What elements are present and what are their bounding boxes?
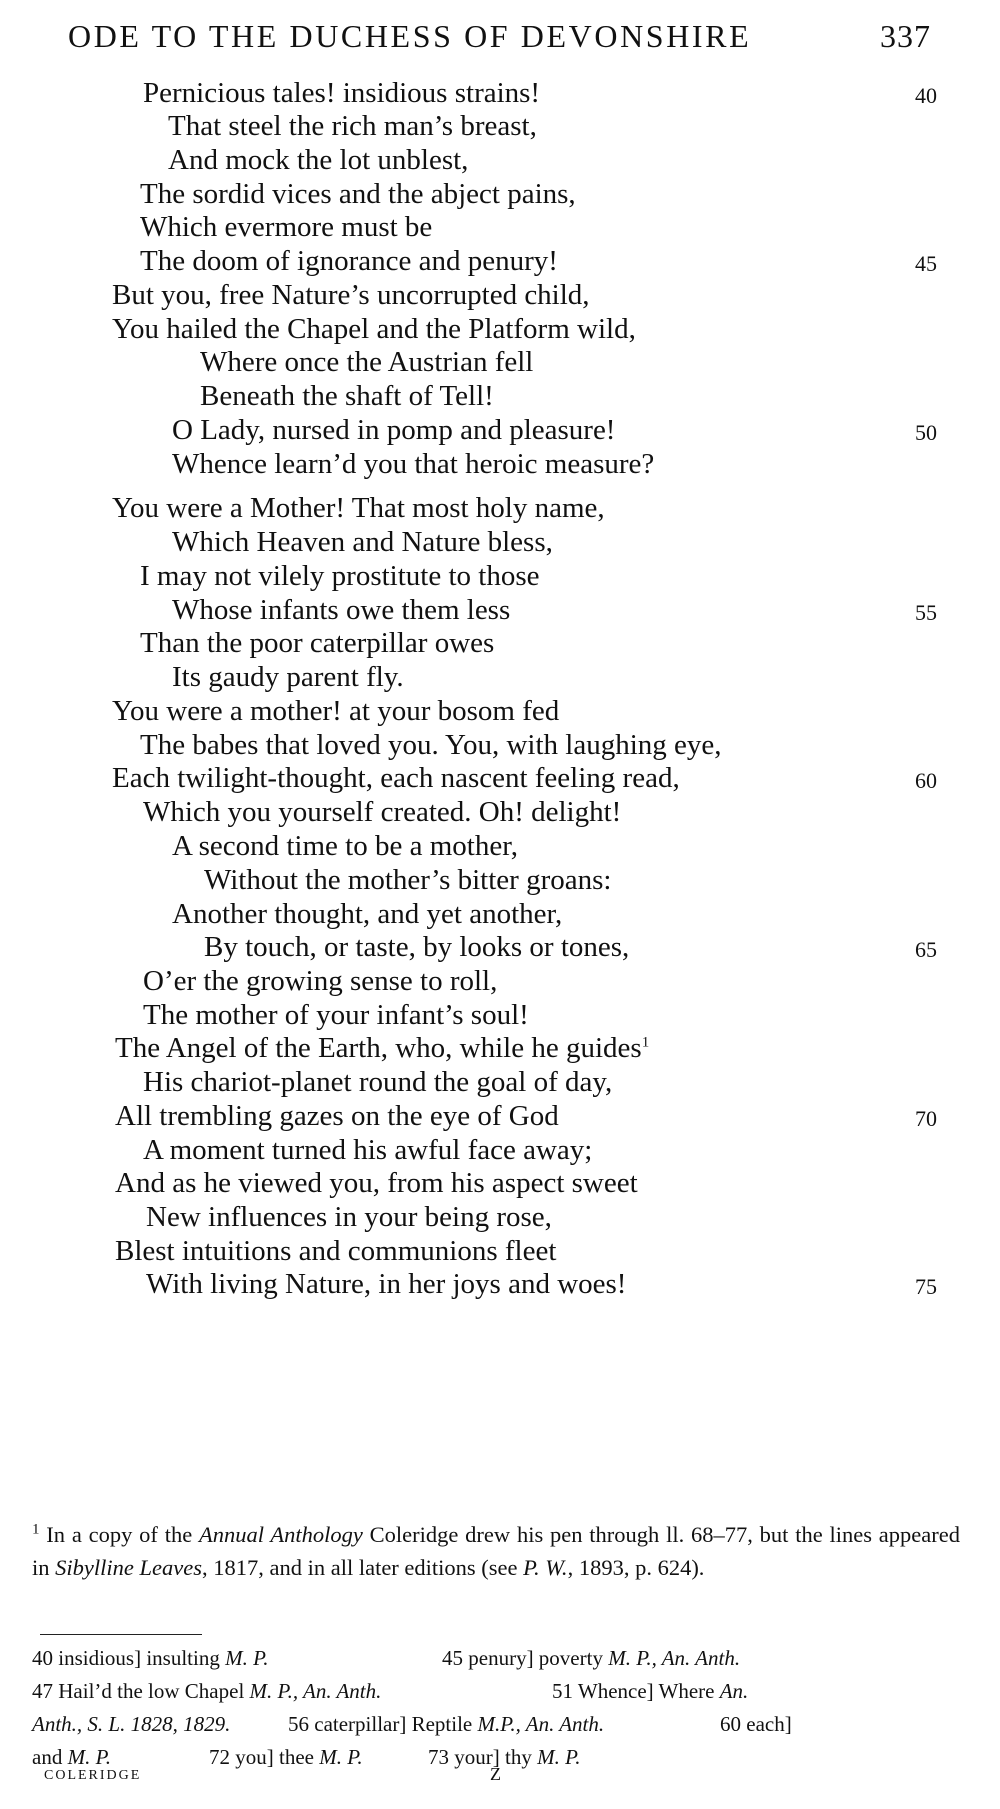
poem-line-text: By touch, or taste, by looks or tones, [204,931,630,963]
poem-line [112,694,559,728]
poem-line-text: Whose infants owe them less [172,594,511,626]
poem-line-text: Beneath the shaft of Tell! [200,380,494,412]
variant-text: 45 penury] poverty [442,1646,609,1670]
poem-line [115,1031,649,1065]
poem-line-text: Where once the Austrian fell [200,346,534,378]
poem-line [112,278,590,312]
poem-line-text: The sordid vices and the abject pains, [140,178,576,210]
footnote-title: Annual Anthology [198,1522,363,1547]
footnote-text: , 1893, p. 624). [567,1555,705,1580]
footnote-text: , 1817, and in all later editions (see [201,1555,524,1580]
page-number: 337 [880,18,931,54]
variant-source: M. P., An. Anth. [608,1646,741,1670]
poem-line [143,795,621,829]
poem-line [172,829,518,863]
poem-line [140,626,494,660]
signature-letter: Z [490,1764,501,1784]
poem-line [140,244,558,278]
poem-line-text: The mother of your infant’s soul! [143,999,529,1031]
footnote-title: Sibylline Leaves [55,1555,202,1580]
line-number: 70 [915,1106,937,1131]
variant-source: Anth., S. L. 1828, 1829. [32,1712,231,1736]
poem-line-text: Pernicious tales! insidious strains! [143,77,541,109]
poem-line [204,863,611,897]
variant-row [32,1675,967,1708]
poem-line-text: That steel the rich man’s breast, [168,110,537,142]
variant-text: 47 Hail’d the low Chapel [32,1679,250,1703]
poem-line-text: His chariot-planet round the goal of day, [143,1066,613,1098]
poem-line [168,109,537,143]
poem-line-text: The Angel of the Earth, who, while he guides [115,1032,642,1064]
line-number: 65 [915,937,937,962]
variant-text: 72 you] thee [209,1745,320,1769]
poem-line-text: O Lady, nursed in pomp and pleasure! [172,414,616,446]
footnote-text: In a copy of the [46,1522,199,1547]
poem-line-text: The babes that loved you. You, with laughing eye, [140,729,722,761]
variant-reading [32,1675,381,1708]
line-number: 50 [915,420,937,445]
poem-line-text: I may not vilely prostitute to those [140,560,540,592]
footnote-text: Coleridge drew his pen through ll. 68–77, but the lines appeared in [32,1522,960,1580]
poem-line [172,525,553,559]
poem-line [143,76,540,110]
poem-line [143,998,529,1032]
poem-line [172,593,510,627]
variant-reading [442,1642,740,1675]
variant-reading [552,1675,748,1708]
poem-line-text: And mock the lot unblest, [168,144,469,176]
variant-reading [32,1708,230,1741]
footnote-marker: 1 [32,1521,40,1538]
variant-reading [720,1708,792,1741]
poem-line-text: And as he viewed you, from his aspect sweet [115,1167,638,1199]
poem-line-text: A moment turned his awful face away; [143,1134,593,1166]
poem-line [172,897,562,931]
line-number: 55 [915,600,937,625]
line-number: 60 [915,768,937,793]
footnote-title: P. W. [523,1555,568,1580]
variant-reading [32,1642,268,1675]
variant-text: and [32,1745,68,1769]
poem-line [200,345,533,379]
poem-line-text: Each twilight-thought, each nascent feeling read, [112,762,680,794]
poem-line-text: Its gaudy parent fly. [172,661,404,693]
poem-line [115,1234,556,1268]
variant-reading [209,1741,363,1774]
poem-line-text: You were a Mother! That most holy name, [112,492,605,524]
poem-line-text: All trembling gazes on the eye of God [115,1100,559,1132]
variant-source: M. P. [537,1745,581,1769]
poem-line-text: A second time to be a mother, [172,830,518,862]
poem-line-text: Than the poor caterpillar owes [140,627,495,659]
variant-text: 56 caterpillar] Reptile [288,1712,478,1736]
poem-line [146,1200,552,1234]
poem-line [140,728,722,762]
line-number: 45 [915,251,937,276]
line-number: 75 [915,1274,937,1299]
variant-source: M. P. [67,1745,111,1769]
footnote-reference: 1 [641,1034,650,1051]
poem-line [204,930,629,964]
poem-line-text: Which evermore must be [140,211,433,243]
variant-source: M. P. [319,1745,363,1769]
footnote-divider [40,1634,202,1635]
poem-line [143,964,497,998]
variant-source: M.P., An. Anth. [477,1712,605,1736]
poem-line-text: With living Nature, in her joys and woes! [146,1268,627,1300]
poem-line [172,660,404,694]
poem-line [112,761,680,795]
variant-source: M. P., An. Anth. [249,1679,382,1703]
variant-reading [288,1708,604,1741]
poem-line [115,1166,638,1200]
variant-text: 73 your] thy [428,1745,538,1769]
line-number: 40 [915,83,937,108]
poem-line [140,177,576,211]
variant-source: An. [719,1679,749,1703]
poem-line [143,1065,612,1099]
poem-line [168,143,468,177]
poem-line [112,491,605,525]
poem-line-text: Which Heaven and Nature bless, [172,526,553,558]
variant-text: 51 Whence] Where [552,1679,720,1703]
poem-line-text: You hailed the Chapel and the Platform wild, [112,313,636,345]
signature-mark: COLERIDGE [44,1768,142,1783]
poem-line-text: You were a mother! at your bosom fed [112,695,560,727]
variant-row [32,1708,967,1741]
variant-text: 40 insidious] insulting [32,1646,226,1670]
poem-line-text: O’er the growing sense to roll, [143,965,498,997]
poem-line-text: The doom of ignorance and penury! [140,245,558,277]
poem-line [146,1267,626,1301]
poem-line [112,312,636,346]
poem-line [140,559,540,593]
variant-row [32,1642,967,1675]
poem-line-text: Another thought, and yet another, [172,898,563,930]
variant-text: 60 each] [720,1712,792,1736]
variant-source: M. P. [225,1646,269,1670]
poem-line [200,379,494,413]
footnote [32,1518,960,1584]
poem-line [172,413,615,447]
poem-line-text: Blest intuitions and communions fleet [115,1235,557,1267]
running-title: ODE TO THE DUCHESS OF DEVONSHIRE [68,18,752,54]
poem-line [143,1133,592,1167]
poem-line-text: Which you yourself created. Oh! delight! [143,796,622,828]
poem-line-text: New influences in your being rose, [146,1201,552,1233]
variant-reading [428,1741,580,1774]
poem-line [172,447,654,481]
poem-line [140,210,432,244]
poem-line-text: Without the mother’s bitter groans: [204,864,612,896]
textual-variants [32,1642,967,1774]
poem-line-text: But you, free Nature’s uncorrupted child, [112,279,590,311]
page-header [0,18,1000,68]
poem-line [115,1099,559,1133]
poem-line-text: Whence learn’d you that heroic measure? [172,448,655,480]
